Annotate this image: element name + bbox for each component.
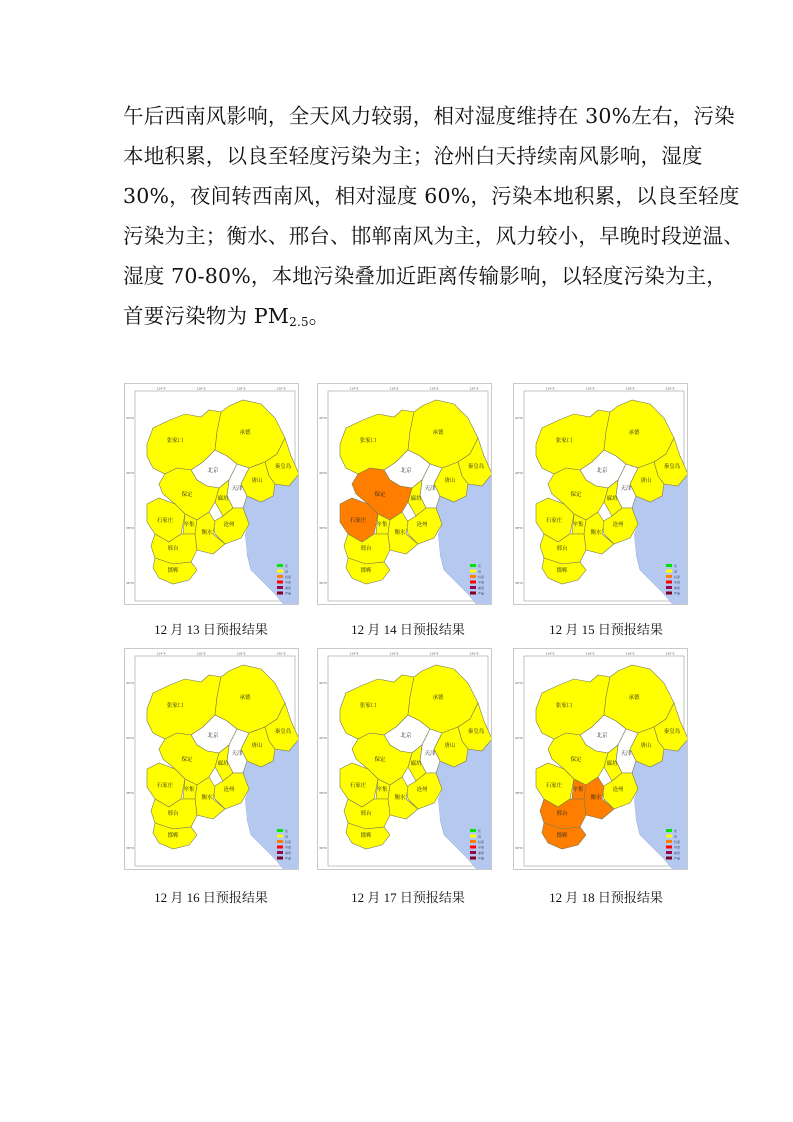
lon-tick-label: 120°E [469,651,479,656]
city-label: 衡水 [394,795,406,801]
legend-label: 重度 [285,850,292,855]
lon-tick-label: 116°E [196,386,206,391]
lat-tick-label: 36°N [515,581,523,585]
legend-swatch [666,846,672,849]
lon-tick-label: 114°E [349,386,359,391]
forecast-map-panel [513,648,688,870]
forecast-map [318,384,492,605]
lat-tick-label: 42°N [319,416,327,420]
legend-swatch [277,575,283,578]
city-label: 辛集 [183,522,195,528]
lon-tick-label: 120°E [665,651,675,656]
lon-tick-label: 120°E [276,651,286,656]
lat-tick-label: 42°N [515,681,523,685]
city-label: 张家口 [555,438,573,444]
lon-tick-label: 116°E [585,651,595,656]
city-label: 衡水 [201,530,213,536]
lon-tick-label: 120°E [665,386,675,391]
city-label: 邯郸 [360,568,372,574]
legend-swatch [666,851,672,854]
lon-tick-label: 116°E [585,386,595,391]
city-label: 承德 [239,430,251,436]
legend-swatch [470,829,476,832]
city-label: 廊坊 [606,496,618,502]
city-label: 石家庄 [349,783,367,789]
legend-swatch [277,564,283,567]
city-label: 唐山 [640,478,652,484]
legend-label: 优 [674,563,678,568]
lat-tick-label: 40°N [126,471,134,475]
lat-tick-label: 40°N [515,736,523,740]
legend-label: 严重 [478,856,485,861]
city-label: 天津 [231,751,243,757]
legend-label: 轻度 [478,574,485,579]
legend-swatch [666,840,672,843]
legend-label: 重度 [478,585,485,590]
lat-tick-label: 42°N [515,416,523,420]
city-label: 唐山 [444,478,456,484]
city-label: 廊坊 [217,496,229,502]
legend-label: 轻度 [285,574,292,579]
city-label: 承德 [432,695,444,701]
forecast-caption: 12 月 15 日预报结果 [549,622,663,637]
city-label: 廊坊 [410,496,422,502]
legend-label: 中度 [285,845,292,850]
city-label: 沧州 [612,787,624,793]
city-label: 保定 [374,757,386,763]
legend-swatch [666,581,672,584]
legend-label: 轻度 [674,839,681,844]
legend-swatch [470,586,476,589]
city-label: 唐山 [640,743,652,749]
city-label: 沧州 [223,787,235,793]
legend-label: 重度 [285,585,292,590]
lon-tick-label: 116°E [389,651,399,656]
legend-label: 中度 [674,580,681,585]
legend-label: 良 [285,834,289,839]
city-label: 承德 [432,430,444,436]
city-label: 北京 [596,468,608,474]
lat-tick-label: 38°N [319,791,327,795]
legend-label: 良 [478,569,482,574]
legend-swatch [277,835,283,838]
forecast-map [514,384,688,605]
legend-label: 优 [674,828,678,833]
city-label: 廊坊 [410,761,422,767]
lon-tick-label: 120°E [469,386,479,391]
lon-tick-label: 118°E [625,651,635,656]
lon-tick-label: 114°E [545,651,555,656]
legend-swatch [277,851,283,854]
forecast-map-panel [124,648,299,870]
city-label: 邢台 [556,811,568,817]
city-label: 沧州 [612,522,624,528]
city-label: 秦皇岛 [274,464,292,470]
legend-swatch [470,840,476,843]
city-label: 邢台 [167,811,179,817]
pm-text: 首要污染物为 PM [123,304,290,328]
city-label: 辛集 [572,787,584,793]
forecast-caption: 12 月 18 日预报结果 [549,890,663,905]
legend-swatch [277,840,283,843]
city-label: 张家口 [166,703,184,709]
city-label: 石家庄 [349,518,367,524]
legend-swatch [666,586,672,589]
legend-label: 中度 [478,580,485,585]
lat-tick-label: 42°N [319,681,327,685]
city-label: 邯郸 [556,568,568,574]
forecast-caption: 12 月 17 日预报结果 [351,890,465,905]
legend-label: 良 [478,834,482,839]
body-paragraph [123,96,744,336]
forecast-map-panel [317,648,492,870]
lat-tick-label: 36°N [319,581,327,585]
legend-swatch [470,575,476,578]
legend-label: 严重 [674,856,681,861]
city-label: 秦皇岛 [467,729,485,735]
lon-tick-label: 116°E [196,651,206,656]
legend-swatch [277,592,283,595]
legend-label: 良 [285,569,289,574]
lat-tick-label: 42°N [126,416,134,420]
legend-label: 轻度 [674,574,681,579]
forecast-map-panel [124,383,299,605]
city-label: 沧州 [416,787,428,793]
city-label: 张家口 [555,703,573,709]
city-label: 衡水 [394,530,406,536]
pm-subscript: 2.5 [289,315,309,329]
legend-label: 中度 [674,845,681,850]
lat-tick-label: 38°N [515,791,523,795]
city-label: 辛集 [572,522,584,528]
city-label: 承德 [239,695,251,701]
legend-swatch [470,835,476,838]
forecast-caption: 12 月 13 日预报结果 [154,622,268,637]
lat-tick-label: 40°N [515,471,523,475]
lon-tick-label: 118°E [429,386,439,391]
lon-tick-label: 120°E [276,386,286,391]
city-label: 天津 [424,751,436,757]
legend-swatch [666,564,672,567]
legend-swatch [277,857,283,860]
city-label: 廊坊 [606,761,618,767]
period-mark: 。 [308,304,330,328]
legend-label: 轻度 [478,839,485,844]
legend-label: 重度 [674,850,681,855]
city-label: 衡水 [590,795,602,801]
legend-label: 中度 [478,845,485,850]
legend-label: 严重 [285,856,292,861]
legend-swatch [470,581,476,584]
legend-label: 优 [285,828,289,833]
city-label: 邢台 [360,546,372,552]
legend-swatch [470,570,476,573]
city-label: 张家口 [166,438,184,444]
city-label: 沧州 [416,522,428,528]
legend-swatch [470,851,476,854]
lat-tick-label: 40°N [126,736,134,740]
legend-swatch [666,592,672,595]
city-label: 唐山 [444,743,456,749]
city-label: 保定 [570,492,582,498]
city-label: 辛集 [376,522,388,528]
legend-label: 优 [285,563,289,568]
city-label: 唐山 [251,478,263,484]
legend-label: 轻度 [285,839,292,844]
city-label: 天津 [620,751,632,757]
city-label: 石家庄 [545,518,563,524]
city-label: 保定 [181,492,193,498]
lon-tick-label: 118°E [236,386,246,391]
city-label: 石家庄 [156,518,174,524]
lon-tick-label: 114°E [349,651,359,656]
legend-swatch [666,570,672,573]
city-label: 邢台 [360,811,372,817]
forecast-map [514,649,688,870]
legend-swatch [470,564,476,567]
paragraph-line: 湿度 70-80%，本地污染叠加近距离传输影响，以轻度污染为主， [123,264,727,288]
city-label: 北京 [596,733,608,739]
lat-tick-label: 38°N [515,526,523,530]
city-label: 保定 [374,492,386,498]
legend-label: 严重 [674,591,681,596]
forecast-caption: 12 月 16 日预报结果 [154,890,268,905]
city-label: 衡水 [590,530,602,536]
city-label: 衡水 [201,795,213,801]
legend-label: 优 [478,828,482,833]
legend-swatch [277,829,283,832]
city-label: 北京 [207,733,219,739]
legend-swatch [666,829,672,832]
city-label: 保定 [570,757,582,763]
lon-tick-label: 118°E [429,651,439,656]
city-label: 秦皇岛 [663,464,681,470]
forecast-map [125,384,299,605]
forecast-map-panel [317,383,492,605]
city-label: 邢台 [167,546,179,552]
city-label: 唐山 [251,743,263,749]
city-label: 秦皇岛 [663,729,681,735]
city-label: 廊坊 [217,761,229,767]
city-label: 秦皇岛 [467,464,485,470]
lon-tick-label: 114°E [156,386,166,391]
legend-swatch [277,846,283,849]
city-label: 北京 [400,733,412,739]
forecast-map [318,649,492,870]
city-label: 保定 [181,757,193,763]
legend-label: 中度 [285,580,292,585]
lat-tick-label: 36°N [126,846,134,850]
lon-tick-label: 114°E [545,386,555,391]
lat-tick-label: 36°N [319,846,327,850]
legend-label: 重度 [478,850,485,855]
lat-tick-label: 38°N [126,526,134,530]
paragraph-line-last [123,296,713,336]
forecast-map [125,649,299,870]
lat-tick-label: 36°N [126,581,134,585]
legend-swatch [470,857,476,860]
legend-swatch [666,835,672,838]
city-label: 张家口 [359,438,377,444]
legend-swatch [470,592,476,595]
legend-swatch [277,586,283,589]
city-label: 天津 [424,486,436,492]
city-label: 石家庄 [156,783,174,789]
legend-label: 良 [674,834,678,839]
city-label: 承德 [628,695,640,701]
legend-swatch [666,575,672,578]
paragraph-line: 午后西南风影响，全天风力较弱，相对湿度维持在 30%左右，污染 [123,104,735,128]
legend-label: 严重 [285,591,292,596]
city-label: 天津 [620,486,632,492]
city-label: 邯郸 [167,568,179,574]
city-label: 辛集 [376,787,388,793]
forecast-map-panel [513,383,688,605]
legend-label: 严重 [478,591,485,596]
legend-label: 良 [674,569,678,574]
legend-swatch [277,581,283,584]
city-label: 辛集 [183,787,195,793]
city-label: 北京 [207,468,219,474]
legend-swatch [470,846,476,849]
city-label: 邯郸 [167,833,179,839]
lon-tick-label: 114°E [156,651,166,656]
lat-tick-label: 40°N [319,471,327,475]
lon-tick-label: 118°E [625,386,635,391]
paragraph-line: 30%，夜间转西南风，相对湿度 60%，污染本地积累，以良至轻度 [123,184,740,208]
lon-tick-label: 118°E [236,651,246,656]
legend-label: 优 [478,563,482,568]
city-label: 天津 [231,486,243,492]
forecast-caption: 12 月 14 日预报结果 [351,622,465,637]
city-label: 邢台 [556,546,568,552]
lat-tick-label: 42°N [126,681,134,685]
city-label: 承德 [628,430,640,436]
city-label: 北京 [400,468,412,474]
lat-tick-label: 36°N [515,846,523,850]
lat-tick-label: 38°N [319,526,327,530]
paragraph-line: 本地积累，以良至轻度污染为主；沧州白天持续南风影响，湿度 [123,144,703,168]
city-label: 邯郸 [556,833,568,839]
legend-label: 重度 [674,585,681,590]
city-label: 沧州 [223,522,235,528]
lon-tick-label: 116°E [389,386,399,391]
paragraph-line: 污染为主；衡水、邢台、邯郸南风为主，风力较小，早晚时段逆温、 [123,224,744,248]
city-label: 张家口 [359,703,377,709]
legend-swatch [277,570,283,573]
legend-swatch [666,857,672,860]
city-label: 秦皇岛 [274,729,292,735]
city-label: 石家庄 [545,783,563,789]
lat-tick-label: 38°N [126,791,134,795]
city-label: 邯郸 [360,833,372,839]
lat-tick-label: 40°N [319,736,327,740]
